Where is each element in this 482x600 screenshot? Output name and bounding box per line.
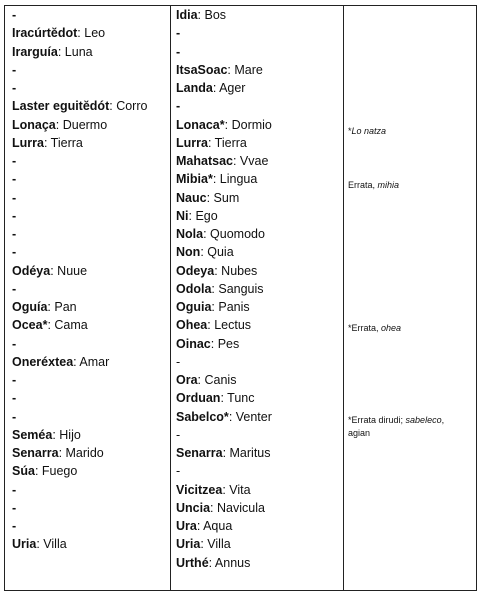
- entry-headword: Oguía: [12, 300, 48, 314]
- glossary-entry: [176, 335, 272, 353]
- glossary-entry: [176, 408, 272, 426]
- entry-translation: -: [176, 354, 181, 369]
- table-left-border: [4, 5, 5, 591]
- entry-headword: -: [176, 44, 181, 59]
- glossary-entry: [12, 6, 147, 24]
- glossary-entry: [12, 262, 147, 280]
- glossary-entry: [176, 444, 272, 462]
- glossary-entry: [12, 426, 147, 444]
- note-text: *Errata diru: [348, 415, 394, 425]
- entry-translation: : Leo: [77, 26, 106, 41]
- glossary-entry: [12, 152, 147, 170]
- spanish-glossary-column: [12, 6, 147, 554]
- entry-headword: Mibia*: [176, 172, 213, 187]
- entry-headword: Uria: [176, 537, 201, 552]
- note-text-2: di;: [393, 415, 406, 425]
- entry-translation: : Canis: [197, 373, 237, 387]
- note-italic: mihia: [377, 180, 400, 190]
- glossary-entry: [176, 152, 272, 170]
- entry-headword: Nola: [176, 227, 204, 241]
- glossary-entry: [12, 43, 147, 61]
- glossary-entry: [176, 517, 272, 535]
- entry-headword: -: [12, 281, 17, 296]
- entry-translation: -: [176, 464, 181, 479]
- glossary-entry: [12, 170, 147, 188]
- entry-translation: : Cama: [47, 318, 88, 333]
- glossary-entry: [12, 225, 147, 243]
- entry-translation: : Corro: [109, 99, 148, 114]
- entry-translation: : Sum: [206, 190, 240, 205]
- entry-headword: Iracúrtĕdot: [12, 26, 78, 41]
- entry-translation: : Villa: [36, 537, 67, 552]
- entry-headword: Laster eguitĕdót: [12, 99, 110, 114]
- glossary-entry: [12, 79, 147, 97]
- glossary-entry: [176, 298, 272, 316]
- entry-headword: Oinac: [176, 336, 211, 351]
- note-text: *: [348, 126, 352, 136]
- entry-headword: -: [12, 62, 17, 77]
- glossary-entry: [176, 6, 272, 24]
- entry-headword: Seméa: [12, 427, 53, 442]
- glossary-entry: [176, 43, 272, 61]
- entry-translation: : Venter: [228, 409, 272, 424]
- note-italic: sabeleco: [405, 415, 442, 425]
- note-text-3: ,: [441, 415, 445, 425]
- glossary-entry: [12, 517, 147, 535]
- entry-headword: Ura: [176, 519, 197, 533]
- entry-headword: Uria: [12, 537, 37, 552]
- glossary-entry: [176, 535, 272, 553]
- entry-headword: -: [12, 336, 17, 351]
- entry-headword: Lonaca*: [176, 117, 225, 132]
- entry-translation: : Maritus: [222, 446, 271, 460]
- glossary-entry: [176, 481, 272, 499]
- note-agian: [348, 427, 370, 439]
- entry-translation: : Duermo: [55, 117, 108, 132]
- note-text: *Errata,: [348, 323, 382, 333]
- glossary-entry: [176, 280, 272, 298]
- entry-headword: Irarguía: [12, 44, 58, 59]
- note-ohea: [348, 322, 401, 334]
- note-text: Errata,: [348, 180, 378, 190]
- entry-headword: -: [12, 409, 17, 424]
- glossary-entry: [176, 426, 272, 444]
- entry-headword: Lurra: [176, 135, 208, 150]
- glossary-entry: [176, 79, 272, 97]
- entry-headword: -: [176, 99, 181, 114]
- glossary-entry: [12, 24, 147, 42]
- entry-translation: : Pes: [210, 336, 240, 351]
- glossary-entry: [176, 316, 272, 334]
- entry-translation: : Pan: [47, 300, 77, 314]
- entry-headword: Senarra: [176, 446, 223, 460]
- entry-headword: -: [176, 26, 181, 41]
- entry-translation: : Sanguis: [211, 281, 264, 296]
- entry-translation: : Tunc: [220, 391, 255, 406]
- entry-headword: Ohea: [176, 318, 208, 333]
- entry-headword: Vicitzea: [176, 482, 223, 497]
- glossary-entry: [176, 170, 272, 188]
- note-lonaca: [348, 125, 386, 137]
- entry-translation: : Bos: [197, 8, 227, 22]
- entry-translation: : Tierra: [43, 135, 83, 150]
- glossary-entry: [176, 134, 272, 152]
- entry-headword: Senarra: [12, 446, 59, 460]
- entry-translation: : Navicula: [210, 500, 265, 515]
- entry-headword: -: [12, 154, 17, 168]
- glossary-entry: [12, 499, 147, 517]
- entry-translation: : Luna: [57, 44, 93, 59]
- entry-translation: : Panis: [211, 300, 250, 314]
- entry-translation: : Amar: [73, 354, 110, 369]
- entry-translation: : Lingua: [212, 172, 258, 187]
- entry-translation: : Dormio: [224, 117, 272, 132]
- glossary-entry: [176, 97, 272, 115]
- glossary-entry: [176, 243, 272, 261]
- glossary-entry: [12, 316, 147, 334]
- entry-headword: Lurra: [12, 135, 44, 150]
- glossary-entry: [176, 61, 272, 79]
- entry-headword: -: [12, 245, 17, 260]
- glossary-entry: [12, 207, 147, 225]
- entry-headword: -: [12, 373, 17, 387]
- glossary-entry: [176, 262, 272, 280]
- glossary-entry: [176, 225, 272, 243]
- entry-headword: Idia: [176, 8, 198, 22]
- entry-headword: Ocea*: [12, 318, 48, 333]
- entry-headword: Nauc: [176, 190, 207, 205]
- column-divider-1: [170, 5, 171, 591]
- entry-headword: -: [12, 208, 17, 223]
- column-divider-2: [343, 5, 344, 591]
- entry-headword: Sabelco*: [176, 409, 229, 424]
- entry-translation: : Quomodo: [203, 227, 265, 241]
- glossary-entry: [12, 353, 147, 371]
- table-bottom-border: [4, 590, 476, 591]
- glossary-entry: [12, 61, 147, 79]
- table-right-border: [476, 5, 477, 591]
- glossary-entry: [176, 389, 272, 407]
- entry-translation: : Nubes: [214, 263, 258, 278]
- entry-headword: -: [12, 500, 17, 515]
- entry-headword: -: [12, 81, 17, 95]
- glossary-entry: [12, 335, 147, 353]
- note-italic: Lo natza: [351, 126, 387, 136]
- entry-headword: Odeya: [176, 263, 215, 278]
- entry-headword: Odéya: [12, 263, 51, 278]
- entry-headword: Oguia: [176, 300, 212, 314]
- glossary-entry: [12, 371, 147, 389]
- entry-translation: : Mare: [227, 62, 263, 77]
- entry-headword: Odola: [176, 281, 212, 296]
- note-sabelco: [348, 414, 444, 426]
- note-mibia: [348, 179, 399, 191]
- glossary-entry: [176, 116, 272, 134]
- entry-translation: : Villa: [200, 537, 231, 552]
- entry-translation: : Ego: [188, 208, 218, 223]
- entry-translation: : Aqua: [196, 519, 233, 533]
- entry-translation: : Ager: [212, 81, 246, 95]
- entry-headword: Landa: [176, 81, 213, 95]
- glossary-entry: [12, 280, 147, 298]
- entry-translation: : Nuue: [50, 263, 88, 278]
- glossary-entry: [176, 371, 272, 389]
- glossary-entry: [176, 189, 272, 207]
- glossary-entry: [176, 207, 272, 225]
- glossary-entry: [176, 24, 272, 42]
- glossary-entry: [12, 535, 147, 553]
- entry-headword: Orduan: [176, 391, 221, 406]
- entry-headword: Urthé: [176, 555, 209, 570]
- note-italic: ohea: [381, 323, 402, 333]
- entry-headword: Non: [176, 245, 201, 260]
- entry-translation: : Lectus: [207, 318, 252, 333]
- entry-translation: : Tierra: [207, 135, 247, 150]
- entry-translation: -: [176, 427, 181, 442]
- entry-headword: -: [12, 391, 17, 406]
- entry-translation: : Annus: [208, 555, 251, 570]
- glossary-entry: [12, 481, 147, 499]
- glossary-entry: [12, 444, 147, 462]
- entry-headword: ItsaSoac: [176, 62, 228, 77]
- entry-headword: Ora: [176, 373, 198, 387]
- entry-headword: Oneréxtea: [12, 354, 74, 369]
- glossary-entry: [12, 462, 147, 480]
- entry-headword: -: [12, 227, 17, 241]
- note-text: agian: [348, 428, 371, 438]
- entry-headword: Súa: [12, 464, 35, 479]
- entry-headword: -: [12, 519, 17, 533]
- glossary-entry: [12, 116, 147, 134]
- glossary-entry: [176, 554, 272, 572]
- entry-translation: : Vita: [222, 482, 251, 497]
- entry-translation: : Hijo: [52, 427, 81, 442]
- glossary-entry: [12, 97, 147, 115]
- entry-headword: -: [12, 172, 17, 187]
- entry-headword: Mahatsac: [176, 154, 233, 168]
- entry-headword: -: [12, 190, 17, 205]
- entry-translation: : Marido: [58, 446, 104, 460]
- glossary-entry: [12, 189, 147, 207]
- entry-headword: -: [12, 8, 17, 22]
- glossary-entry: [12, 243, 147, 261]
- glossary-entry: [12, 408, 147, 426]
- entry-headword: -: [12, 482, 17, 497]
- latin-glossary-column: [176, 6, 272, 572]
- entry-translation: : Quia: [200, 245, 234, 260]
- entry-translation: : Vvae: [232, 154, 269, 168]
- entry-headword: Uncia: [176, 500, 211, 515]
- entry-headword: Ni: [176, 208, 189, 223]
- glossary-entry: [12, 389, 147, 407]
- glossary-entry: [176, 353, 272, 371]
- glossary-entry: [176, 499, 272, 517]
- entry-translation: : Fuego: [34, 464, 78, 479]
- entry-headword: Lonaça: [12, 117, 56, 132]
- glossary-entry: [12, 134, 147, 152]
- glossary-entry: [12, 298, 147, 316]
- glossary-entry: [176, 462, 272, 480]
